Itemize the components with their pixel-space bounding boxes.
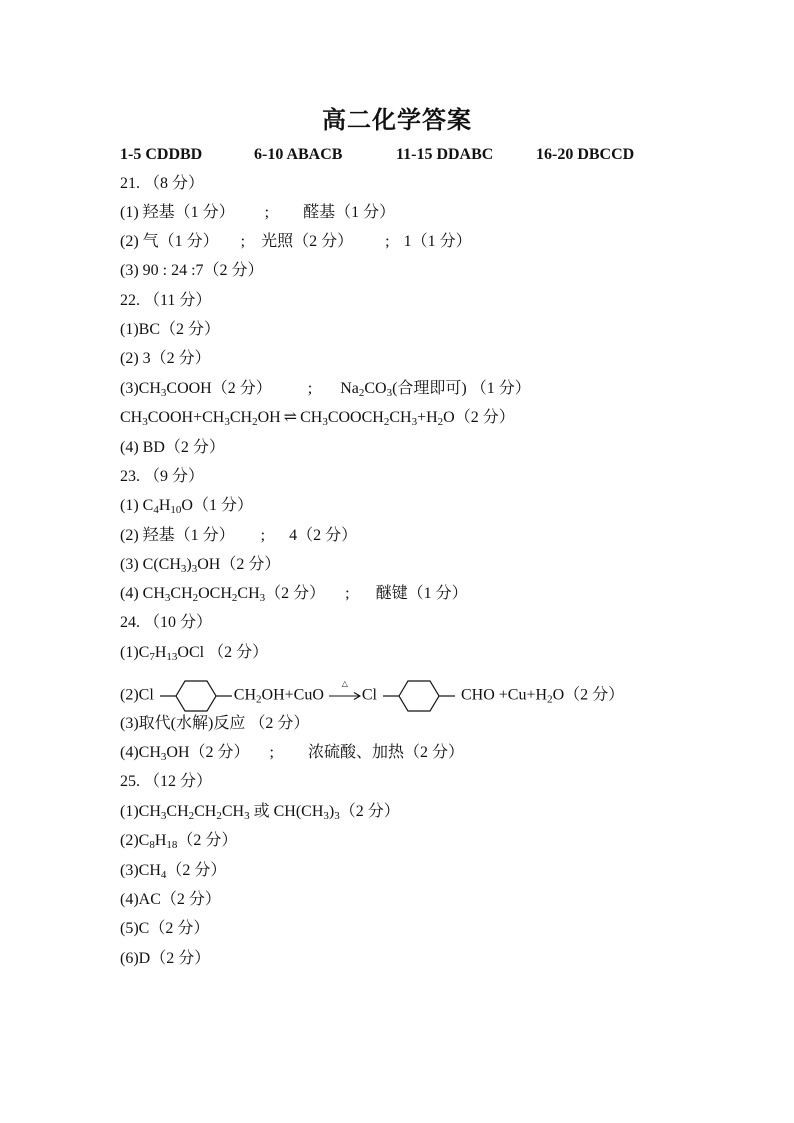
q24-part4: $(4)CH_3OH(2$ 分） ; 浓硫酸、加热（2 分） bbox=[120, 744, 464, 763]
equilibrium-arrow-icon: ⇌ bbox=[283, 409, 298, 426]
q21-part3: (3) 90 : 24 :7（2 分） bbox=[120, 262, 264, 279]
q22-part1: (1)BC（2 分） bbox=[120, 321, 221, 338]
q22-part2: (2) 3（2 分） bbox=[120, 350, 211, 367]
mc-answer-6-10: 6-10 ABACB bbox=[254, 146, 343, 163]
q24-part3: (3)取代(水解)反应 （2 分） bbox=[120, 715, 310, 732]
q21-part1: (1) 羟基（1 分） ; 醛基（1 分） bbox=[120, 204, 396, 221]
q23-part3: (3) $C(CH_3)_3OH(2$ 分） bbox=[120, 556, 281, 575]
q21-part2: (2) 气（1 分） ; 光照（2 分） ; 1（1 分） bbox=[120, 233, 472, 250]
q22-esterification-equation: $CH_3COOH+CH_3CH_2OH$ ⇌ $CH_3COOCH_2CH_3+H_2O(2$ 分） bbox=[120, 409, 515, 428]
q24-part1: $(1)C_7H_{13}OCl$ （2 分） bbox=[120, 644, 269, 663]
q25-part4: (4)AC（2 分） bbox=[120, 891, 221, 908]
mc-answer-16-20: 16-20 DBCCD bbox=[536, 146, 635, 163]
q23-heading: 23. （9 分） bbox=[120, 468, 205, 485]
q22-heading: 22. （11 分） bbox=[120, 292, 212, 309]
q23-part4: (4) $CH_3CH_2OCH_2CH_3(2$ 分） ; 醚键（1 分） bbox=[120, 585, 468, 604]
q24-part2-oxidation-equation: (2)Cl $CH_2OH+CuO$ △ Cl CHO $+Cu+H_2O(2$ 分） bbox=[120, 676, 624, 716]
mc-answer-11-15: 11-15 DDABC bbox=[396, 146, 494, 163]
q25-part6: (6)D（2 分） bbox=[120, 950, 211, 967]
mc-answer-1-5: 1-5 CDDBD bbox=[120, 146, 203, 163]
q21-heading: 21. （8 分） bbox=[120, 175, 205, 192]
heating-arrow bbox=[328, 678, 362, 706]
q25-part2: $(2)C_8H_{18}(2$ 分） bbox=[120, 832, 238, 851]
heat-symbol-icon: △ bbox=[341, 678, 348, 688]
q22-part3: $(3)CH_3COOH(2$ 分） ; $Na_2CO_3$(合理即可) （1 分） bbox=[120, 380, 531, 399]
page-title: 高二化学答案 bbox=[322, 108, 472, 134]
q25-heading: 25. （12 分） bbox=[120, 773, 213, 790]
cyclohexane-ring-icon bbox=[381, 676, 457, 716]
q24-heading: 24. （10 分） bbox=[120, 614, 213, 631]
cyclohexane-ring-icon bbox=[158, 676, 234, 716]
q25-part5: (5)C（2 分） bbox=[120, 920, 210, 937]
q25-part1: $(1)CH_3CH_2CH_2CH_3$ 或 $CH(CH_3)_3(2$ 分） bbox=[120, 803, 400, 822]
q22-part4: (4) BD（2 分） bbox=[120, 439, 225, 456]
q23-part2: (2) 羟基（1 分） ; 4（2 分） bbox=[120, 527, 358, 544]
q23-part1: (1) $C_4H_{10}O(1$ 分） bbox=[120, 497, 253, 516]
q25-part3: $(3)CH_4(2$ 分） bbox=[120, 862, 227, 881]
